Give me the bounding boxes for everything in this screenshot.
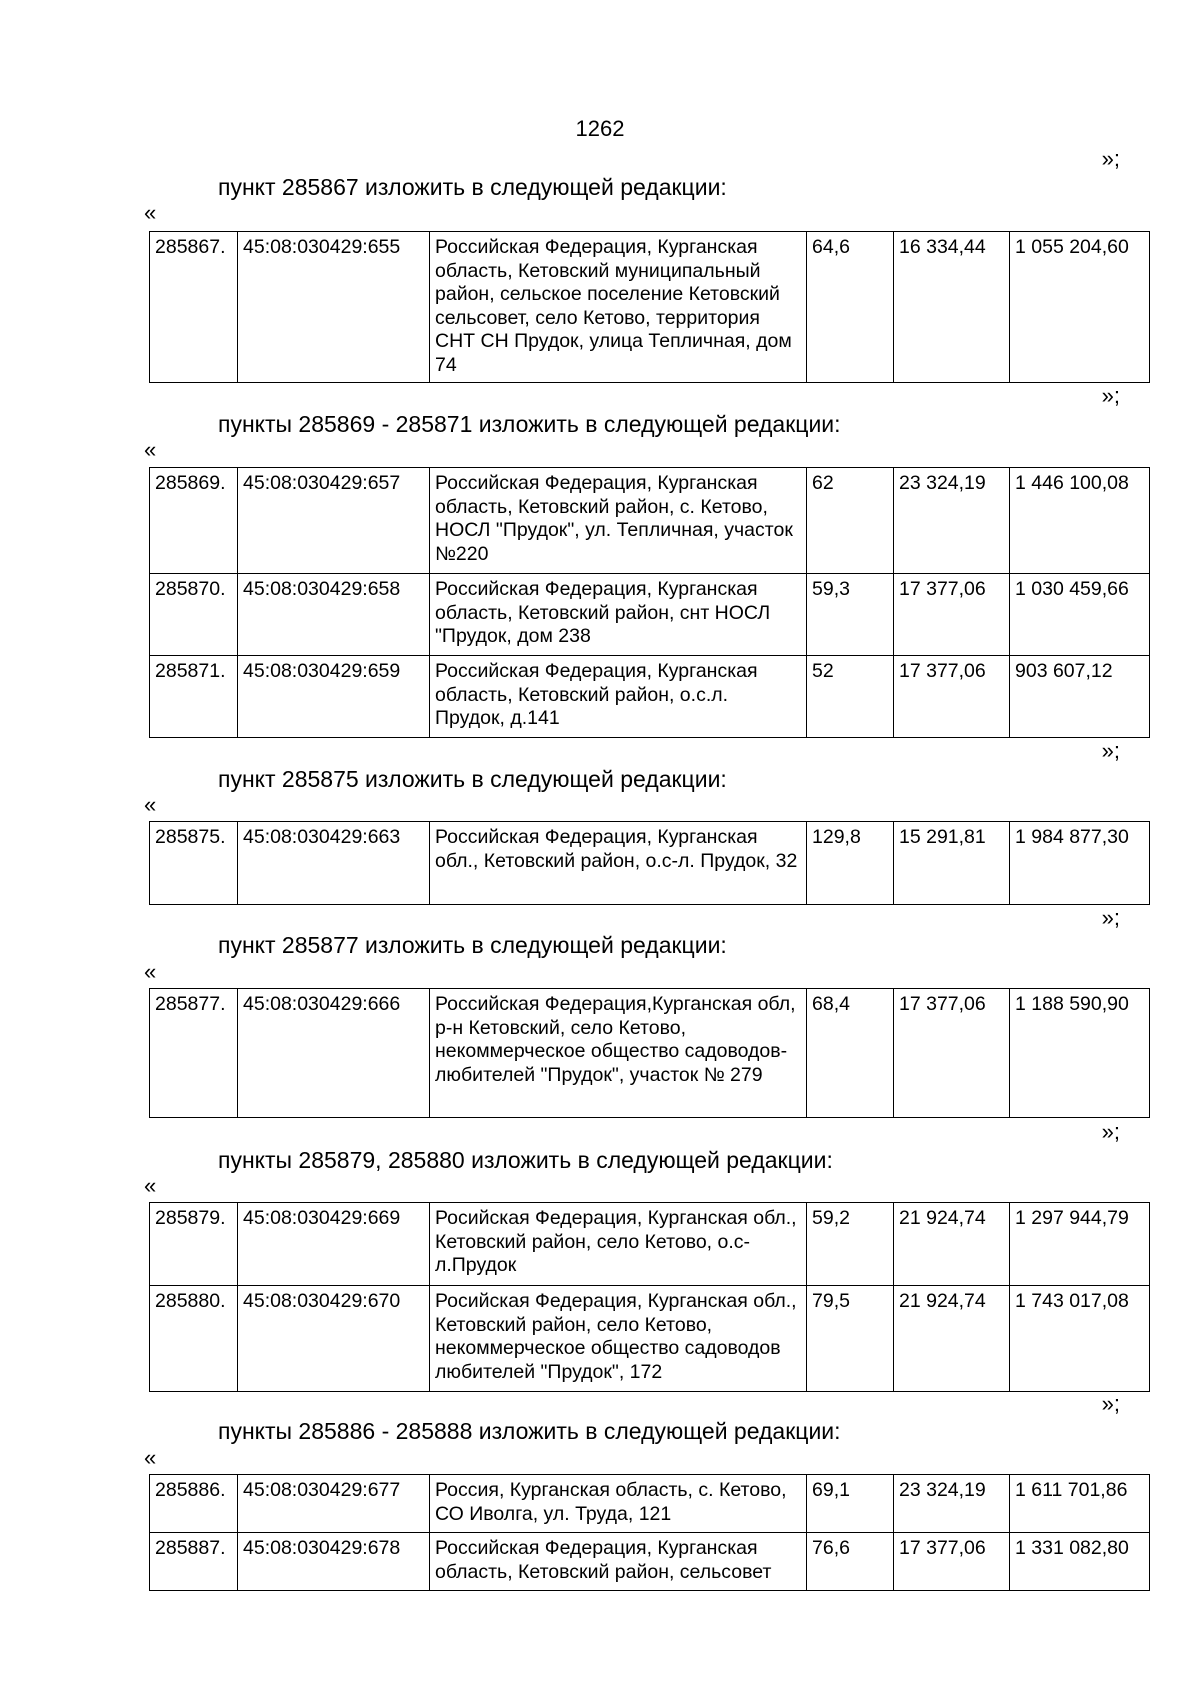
table-row	[150, 1203, 1150, 1286]
cell-rate: 17 377,06	[894, 1533, 1010, 1591]
cell-address: Российская Федерация, Курганская область, Кетовский район, о.с.л. Прудок, д.141	[430, 656, 807, 738]
cell-cadastral: 45:08:030429:658	[238, 574, 430, 656]
cell-value: 1 030 459,66	[1010, 574, 1150, 656]
closing-quote: »;	[1101, 146, 1120, 171]
cell-address: Россия, Курганская область, с. Кетово, СО Иволга, ул. Труда, 121	[430, 1475, 807, 1533]
cell-number: 285887.	[150, 1533, 238, 1591]
cell-address: Российская Федерация,Курганская обл, р-н Кетовский, село Кетово, некоммерческое общество садоводов-любителей "Прудок", участок № 279	[430, 989, 807, 1118]
table-row	[150, 468, 1150, 574]
cell-cadastral: 45:08:030429:666	[238, 989, 430, 1118]
cell-number: 285877.	[150, 989, 238, 1118]
table-row	[150, 574, 1150, 656]
cell-address: Российская Федерация, Курганская область, Кетовский район, сельсовет	[430, 1533, 807, 1591]
page-number: 1262	[575, 116, 625, 141]
cell-rate: 17 377,06	[894, 989, 1010, 1118]
cell-address: Российская Федерация, Курганская обл., Кетовский район, о.с-л. Прудок, 32	[430, 822, 807, 905]
opening-quote: «	[144, 200, 157, 225]
section-instruction: пункт 285867 изложить в следующей редакции:	[218, 174, 727, 200]
cell-number: 285867.	[150, 232, 238, 383]
table-row	[150, 822, 1150, 905]
cell-rate: 21 924,74	[894, 1203, 1010, 1286]
cell-rate: 21 924,74	[894, 1286, 1010, 1392]
cell-area: 59,2	[807, 1203, 894, 1286]
cell-number: 285886.	[150, 1475, 238, 1533]
cell-address: Российская Федерация, Курганская область, Кетовский район, с. Кетово, НОСЛ "Прудок", ул. Тепличная, участок №220	[430, 468, 807, 574]
cell-cadastral: 45:08:030429:657	[238, 468, 430, 574]
opening-quote: «	[144, 1445, 157, 1470]
opening-quote: «	[144, 437, 157, 462]
data-table	[149, 1474, 1150, 1591]
cell-cadastral: 45:08:030429:678	[238, 1533, 430, 1591]
closing-quote: »;	[1101, 1391, 1120, 1416]
closing-quote: »;	[1101, 905, 1120, 930]
section-instruction: пункт 285877 изложить в следующей редакции:	[218, 932, 727, 958]
section-instruction: пункт 285875 изложить в следующей редакции:	[218, 766, 727, 792]
cell-address: Российская Федерация, Курганская область, Кетовский муниципальный район, сельское поселение Кетовский сельсовет, село Кетово, территория СНТ СН Прудок, улица Тепличная, дом 74	[430, 232, 807, 383]
cell-area: 64,6	[807, 232, 894, 383]
cell-rate: 17 377,06	[894, 574, 1010, 656]
section-instruction: пункты 285869 - 285871 изложить в следующей редакции:	[218, 411, 841, 437]
cell-rate: 15 291,81	[894, 822, 1010, 905]
cell-area: 68,4	[807, 989, 894, 1118]
table-row	[150, 989, 1150, 1118]
cell-number: 285880.	[150, 1286, 238, 1392]
cell-rate: 16 334,44	[894, 232, 1010, 383]
data-table	[149, 821, 1150, 905]
cell-rate: 23 324,19	[894, 1475, 1010, 1533]
cell-cadastral: 45:08:030429:670	[238, 1286, 430, 1392]
data-table	[149, 988, 1150, 1118]
data-table	[149, 467, 1150, 738]
cell-rate: 23 324,19	[894, 468, 1010, 574]
cell-number: 285869.	[150, 468, 238, 574]
section-instruction: пункты 285886 - 285888 изложить в следующей редакции:	[218, 1418, 841, 1444]
table-row	[150, 232, 1150, 383]
cell-area: 79,5	[807, 1286, 894, 1392]
cell-number: 285875.	[150, 822, 238, 905]
closing-quote: »;	[1101, 1119, 1120, 1144]
cell-cadastral: 45:08:030429:663	[238, 822, 430, 905]
cell-cadastral: 45:08:030429:659	[238, 656, 430, 738]
closing-quote: »;	[1101, 738, 1120, 763]
data-table	[149, 231, 1150, 383]
cell-number: 285879.	[150, 1203, 238, 1286]
cell-area: 52	[807, 656, 894, 738]
opening-quote: «	[144, 792, 157, 817]
cell-address: Российская Федерация, Курганская область, Кетовский район, снт НОСЛ "Прудок, дом 238	[430, 574, 807, 656]
cell-value: 1 188 590,90	[1010, 989, 1150, 1118]
cell-value: 1 743 017,08	[1010, 1286, 1150, 1392]
cell-value: 1 446 100,08	[1010, 468, 1150, 574]
cell-cadastral: 45:08:030429:655	[238, 232, 430, 383]
cell-cadastral: 45:08:030429:677	[238, 1475, 430, 1533]
cell-number: 285871.	[150, 656, 238, 738]
cell-area: 62	[807, 468, 894, 574]
cell-rate: 17 377,06	[894, 656, 1010, 738]
cell-address: Росийская Федерация, Курганская обл., Кетовский район, село Кетово, о.с-л.Прудок	[430, 1203, 807, 1286]
cell-area: 69,1	[807, 1475, 894, 1533]
cell-address: Росийская Федерация, Курганская обл., Кетовский район, село Кетово, некоммерческое общество садоводов любителей "Прудок", 172	[430, 1286, 807, 1392]
cell-value: 1 055 204,60	[1010, 232, 1150, 383]
section-instruction: пункты 285879, 285880 изложить в следующей редакции:	[218, 1147, 833, 1173]
cell-number: 285870.	[150, 574, 238, 656]
cell-value: 1 984 877,30	[1010, 822, 1150, 905]
cell-value: 1 611 701,86	[1010, 1475, 1150, 1533]
table-row	[150, 1475, 1150, 1533]
cell-value: 903 607,12	[1010, 656, 1150, 738]
cell-area: 76,6	[807, 1533, 894, 1591]
closing-quote: »;	[1101, 383, 1120, 408]
data-table	[149, 1202, 1150, 1392]
table-row	[150, 656, 1150, 738]
table-row	[150, 1286, 1150, 1392]
cell-area: 59,3	[807, 574, 894, 656]
opening-quote: «	[144, 959, 157, 984]
table-row	[150, 1533, 1150, 1591]
cell-area: 129,8	[807, 822, 894, 905]
opening-quote: «	[144, 1173, 157, 1198]
cell-cadastral: 45:08:030429:669	[238, 1203, 430, 1286]
cell-value: 1 331 082,80	[1010, 1533, 1150, 1591]
cell-value: 1 297 944,79	[1010, 1203, 1150, 1286]
